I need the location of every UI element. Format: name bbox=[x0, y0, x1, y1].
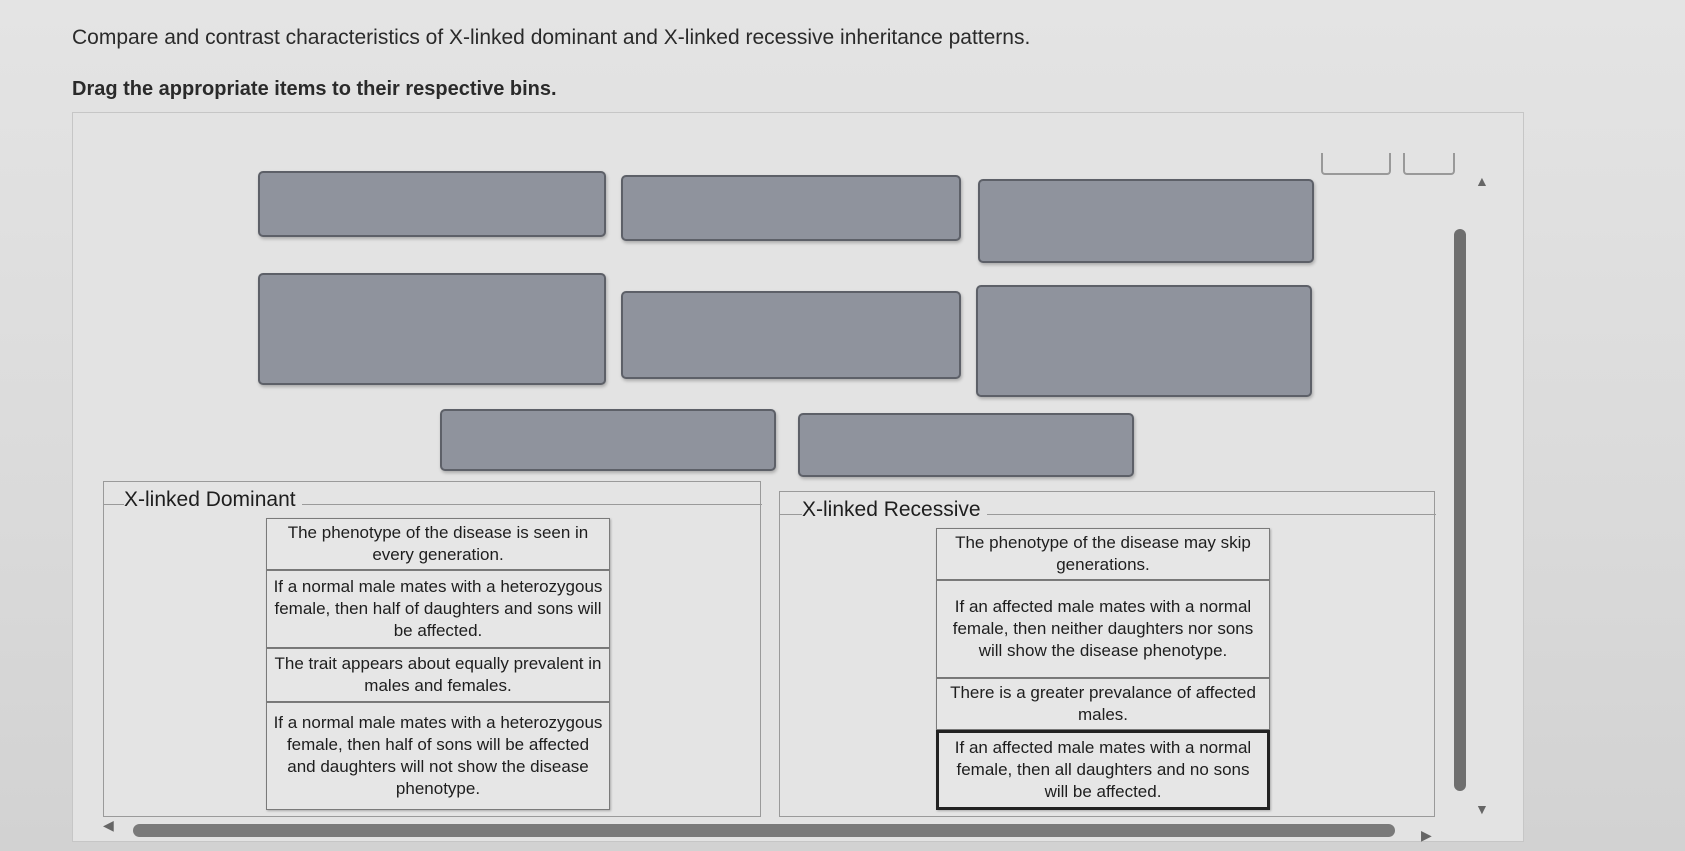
draggable-card[interactable]: The trait appears about equally prevalent in males and females. bbox=[266, 648, 610, 702]
item-bank-slot[interactable] bbox=[978, 179, 1314, 263]
draggable-card[interactable]: The phenotype of the disease is seen in every generation. bbox=[266, 518, 610, 570]
activity-workspace bbox=[72, 112, 1524, 842]
triangle-down-icon[interactable]: ▼ bbox=[1475, 801, 1489, 817]
item-bank-slot[interactable] bbox=[798, 413, 1134, 477]
draggable-card[interactable]: The phenotype of the disease may skip generations. bbox=[936, 528, 1270, 580]
question-text: Compare and contrast characteristics of X-linked dominant and X-linked recessive inheritance patterns. bbox=[72, 26, 1031, 49]
item-bank-slot[interactable] bbox=[440, 409, 776, 471]
triangle-left-icon[interactable]: ◀ bbox=[103, 817, 114, 833]
draggable-card[interactable]: If a normal male mates with a heterozygous female, then half of daughters and sons will be affected. bbox=[266, 570, 610, 648]
bin-title: X-linked Dominant bbox=[124, 488, 302, 512]
reset-button[interactable] bbox=[1321, 153, 1391, 175]
vertical-scrollbar[interactable] bbox=[1454, 229, 1466, 791]
item-bank-slot[interactable] bbox=[258, 171, 606, 237]
instruction-text: Drag the appropriate items to their respective bins. bbox=[72, 78, 557, 100]
draggable-card[interactable]: There is a greater prevalance of affected males. bbox=[936, 678, 1270, 730]
bin-title: X-linked Recessive bbox=[802, 498, 987, 522]
item-bank-slot[interactable] bbox=[258, 273, 606, 385]
draggable-card[interactable]: If a normal male mates with a heterozygous female, then half of sons will be affected and daughters will not show the disease phenotype. bbox=[266, 702, 610, 810]
help-button[interactable] bbox=[1403, 153, 1455, 175]
bin-x-linked-dominant[interactable] bbox=[103, 481, 761, 817]
triangle-up-icon[interactable]: ▲ bbox=[1475, 173, 1489, 189]
bin-x-linked-recessive[interactable] bbox=[779, 491, 1435, 817]
draggable-card[interactable]: If an affected male mates with a normal female, then neither daughters nor sons will show the disease phenotype. bbox=[936, 580, 1270, 678]
item-bank-slot[interactable] bbox=[621, 291, 961, 379]
draggable-card-selected[interactable]: If an affected male mates with a normal female, then all daughters and no sons will be affected. bbox=[936, 730, 1270, 810]
item-bank-slot[interactable] bbox=[621, 175, 961, 241]
triangle-right-icon[interactable]: ▶ bbox=[1421, 827, 1432, 843]
item-bank-slot[interactable] bbox=[976, 285, 1312, 397]
horizontal-scrollbar[interactable] bbox=[133, 824, 1395, 837]
